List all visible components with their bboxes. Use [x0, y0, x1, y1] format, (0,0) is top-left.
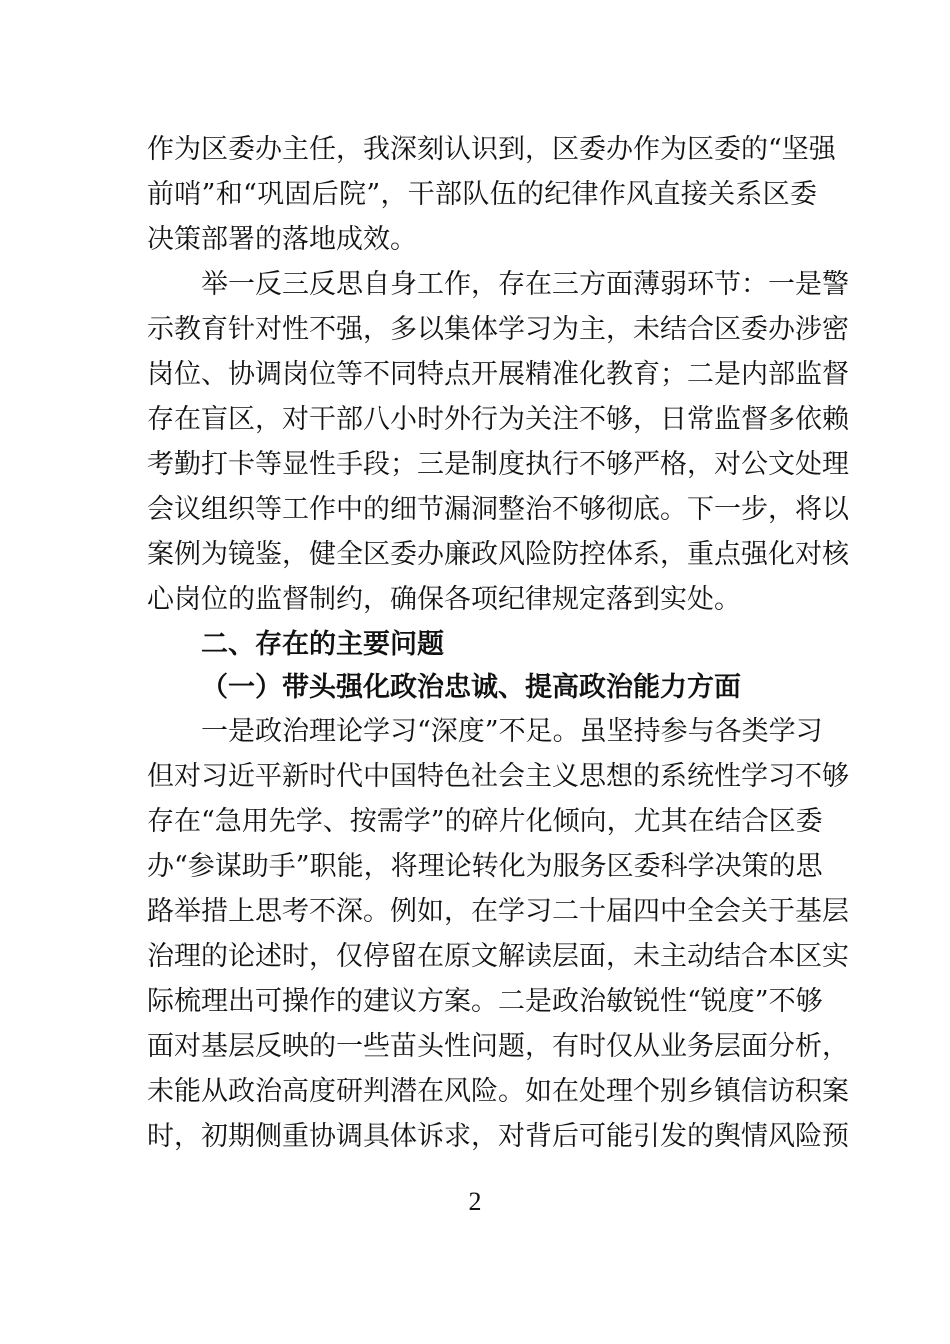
paragraph-line: 未能从政治高度研判潜在风险。如在处理个别乡镇信访积案: [147, 1076, 849, 1107]
paragraph-line: 治理的论述时，仅停留在原文解读层面，未主动结合本区实: [147, 941, 849, 972]
section-subheading: （一）带头强化政治忠诚、提高政治能力方面: [201, 672, 741, 703]
paragraph-line: 决策部署的落地成效。: [147, 224, 417, 255]
paragraph-line: 一是政治理论学习“深度”不足。虽坚持参与各类学习: [201, 716, 823, 747]
paragraph-line: 但对习近平新时代中国特色社会主义思想的系统性学习不够: [147, 761, 849, 792]
paragraph-line: 举一反三反思自身工作，存在三方面薄弱环节：一是警: [201, 269, 849, 300]
page-number: 2: [468, 1187, 482, 1216]
paragraph-line: 存在“急用先学、按需学”的碎片化倾向，尤其在结合区委: [147, 806, 823, 837]
paragraph-line: 存在盲区，对干部八小时外行为关注不够，日常监督多依赖: [147, 404, 849, 435]
paragraph-line: 案例为镜鉴，健全区委办廉政风险防控体系，重点强化对核: [147, 539, 849, 570]
paragraph-line: 际梳理出可操作的建议方案。二是政治敏锐性“锐度”不够: [147, 986, 823, 1017]
paragraph-line: 时，初期侧重协调具体诉求，对背后可能引发的舆情风险预: [147, 1121, 849, 1152]
paragraph-line: 示教育针对性不强，多以集体学习为主，未结合区委办涉密: [147, 314, 849, 345]
paragraph-line: 作为区委办主任，我深刻认识到，区委办作为区委的“坚强: [147, 134, 836, 165]
paragraph-line: 考勤打卡等显性手段；三是制度执行不够严格，对公文处理: [147, 449, 849, 480]
paragraph-line: 路举措上思考不深。例如，在学习二十届四中全会关于基层: [147, 896, 849, 927]
section-heading: 二、存在的主要问题: [201, 629, 444, 660]
paragraph-line: 心岗位的监督制约，确保各项纪律规定落到实处。: [147, 584, 741, 615]
paragraph-line: 岗位、协调岗位等不同特点开展精准化教育；二是内部监督: [147, 359, 849, 390]
paragraph-line: 办“参谋助手”职能，将理论转化为服务区委科学决策的思: [147, 851, 823, 882]
paragraph-line: 前哨”和“巩固后院”，干部队伍的纪律作风直接关系区委: [147, 179, 817, 210]
paragraph-line: 会议组织等工作中的细节漏洞整治不够彻底。下一步，将以: [147, 494, 849, 525]
paragraph-line: 面对基层反映的一些苗头性问题，有时仅从业务层面分析，: [147, 1031, 849, 1062]
